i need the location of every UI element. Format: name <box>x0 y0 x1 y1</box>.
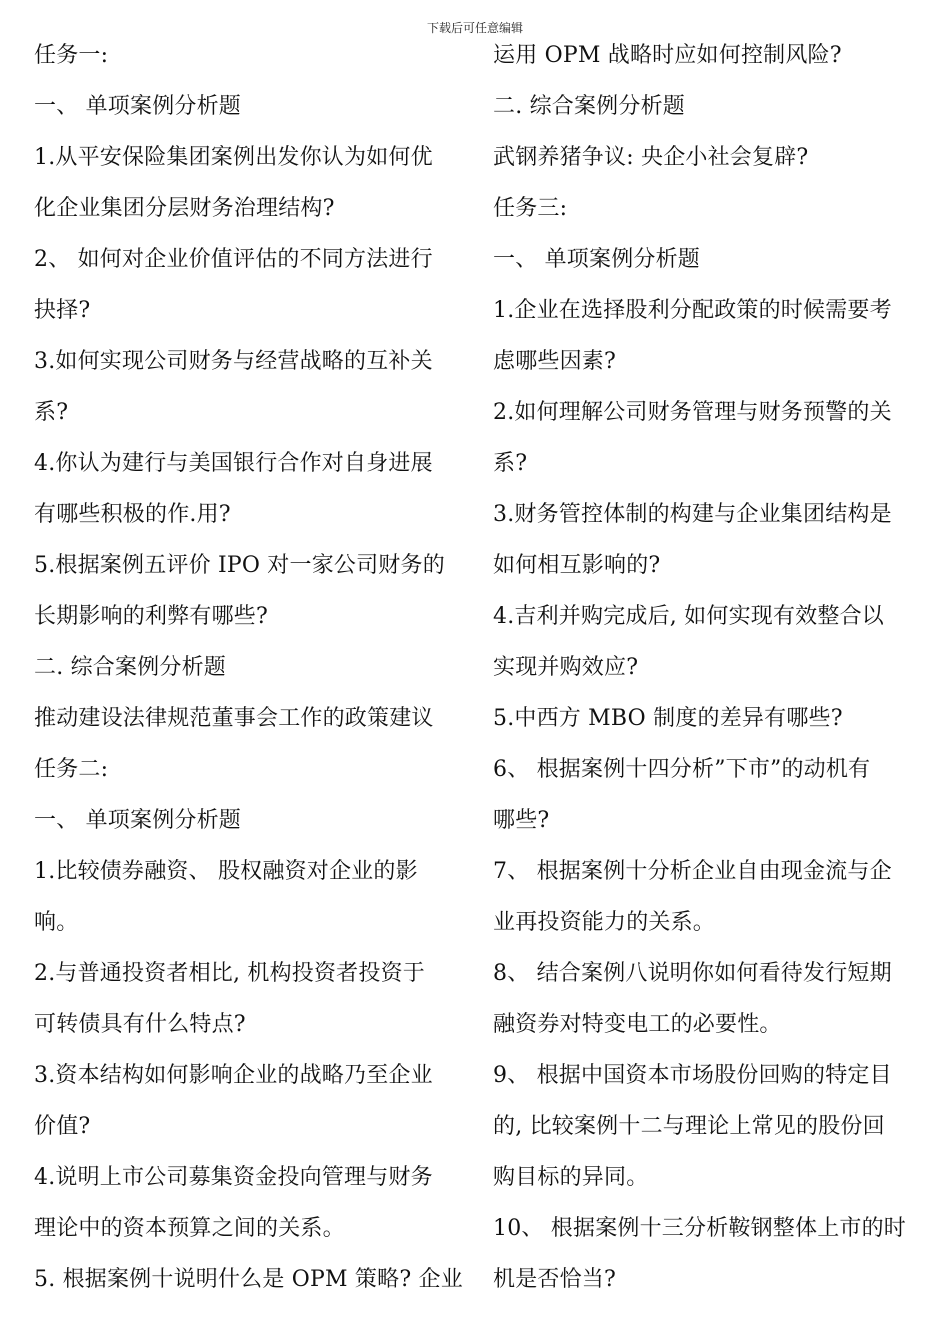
text-line: 业再投资能力的关系。 <box>493 910 716 935</box>
text-line: 一、 单项案例分析题 <box>493 247 700 272</box>
text-line: 9、 根据中国资本市场股份回购的特定目 <box>493 1063 892 1088</box>
page-header: 下载后可任意编辑 <box>426 21 523 35</box>
text-line: 2.与普通投资者相比, 机构投资者投资于 <box>34 961 425 986</box>
left-column <box>34 30 464 1305</box>
text-line: 长期影响的利弊有哪些? <box>34 604 268 629</box>
text-line: 抉择? <box>34 298 91 323</box>
text-line: 一、 单项案例分析题 <box>34 94 241 119</box>
text-line: 可转债具有什么特点? <box>34 1012 246 1037</box>
text-line: 3.如何实现公司财务与经营战略的互补关 <box>34 349 433 374</box>
text-line: 10、 根据案例十三分析鞍钢整体上市的时 <box>493 1216 906 1241</box>
text-line: 3.资本结构如何影响企业的战略乃至企业 <box>34 1063 433 1088</box>
text-line: 4.说明上市公司募集资金投向管理与财务 <box>34 1165 433 1190</box>
text-line: 任务一: <box>34 43 109 68</box>
text-line: 任务三: <box>493 196 568 221</box>
text-line: 3.财务管控体制的构建与企业集团结构是 <box>493 502 892 527</box>
text-line: 5.根据案例五评价 IPO 对一家公司财务的 <box>34 553 445 578</box>
text-line: 2、 如何对企业价值评估的不同方法进行 <box>34 247 433 272</box>
text-line: 1.企业在选择股利分配政策的时候需要考 <box>493 298 892 323</box>
text-line: 理论中的资本预算之间的关系。 <box>34 1216 345 1241</box>
text-line: 4.吉利并购完成后, 如何实现有效整合以 <box>493 604 884 629</box>
text-line: 2.如何理解公司财务管理与财务预警的关 <box>493 400 892 425</box>
text-line: 4.你认为建行与美国银行合作对自身进展 <box>34 451 433 476</box>
text-line: 武钢养猪争议: 央企小社会复辟? <box>493 145 809 170</box>
text-line: 机是否恰当? <box>493 1267 616 1292</box>
text-line: 实现并购效应? <box>493 655 639 680</box>
text-line: 有哪些积极的作.用? <box>34 502 231 527</box>
text-line: 价值? <box>34 1114 91 1139</box>
text-line: 融资券对特变电工的必要性。 <box>493 1012 782 1037</box>
text-line: 系? <box>34 400 69 425</box>
right-column <box>493 30 925 1305</box>
text-line: 如何相互影响的? <box>493 553 661 578</box>
text-line: 运用 OPM 战略时应如何控制风险? <box>493 43 842 68</box>
text-line: 二. 综合案例分析题 <box>34 655 226 680</box>
text-line: 哪些? <box>493 808 550 833</box>
text-line: 6、 根据案例十四分析”下市”的动机有 <box>493 757 871 782</box>
text-line: 5. 根据案例十说明什么是 OPM 策略? 企业 <box>34 1267 463 1292</box>
text-line: 5.中西方 MBO 制度的差异有哪些? <box>493 706 843 731</box>
text-line: 推动建设法律规范董事会工作的政策建议 <box>34 706 434 731</box>
text-line: 化企业集团分层财务治理结构? <box>34 196 335 221</box>
text-line: 响。 <box>34 910 79 935</box>
text-line: 系? <box>493 451 528 476</box>
text-line: 的, 比较案例十二与理论上常见的股份回 <box>493 1114 885 1139</box>
text-line: 7、 根据案例十分析企业自由现金流与企 <box>493 859 892 884</box>
text-line: 1.比较债券融资、 股权融资对企业的影 <box>34 859 418 884</box>
text-line: 8、 结合案例八说明你如何看待发行短期 <box>493 961 892 986</box>
text-line: 1.从平安保险集团案例出发你认为如何优 <box>34 145 433 170</box>
text-line: 任务二: <box>34 757 109 782</box>
text-line: 一、 单项案例分析题 <box>34 808 241 833</box>
text-line: 购目标的异同。 <box>493 1165 649 1190</box>
text-line: 二. 综合案例分析题 <box>493 94 685 119</box>
text-line: 虑哪些因素? <box>493 349 616 374</box>
